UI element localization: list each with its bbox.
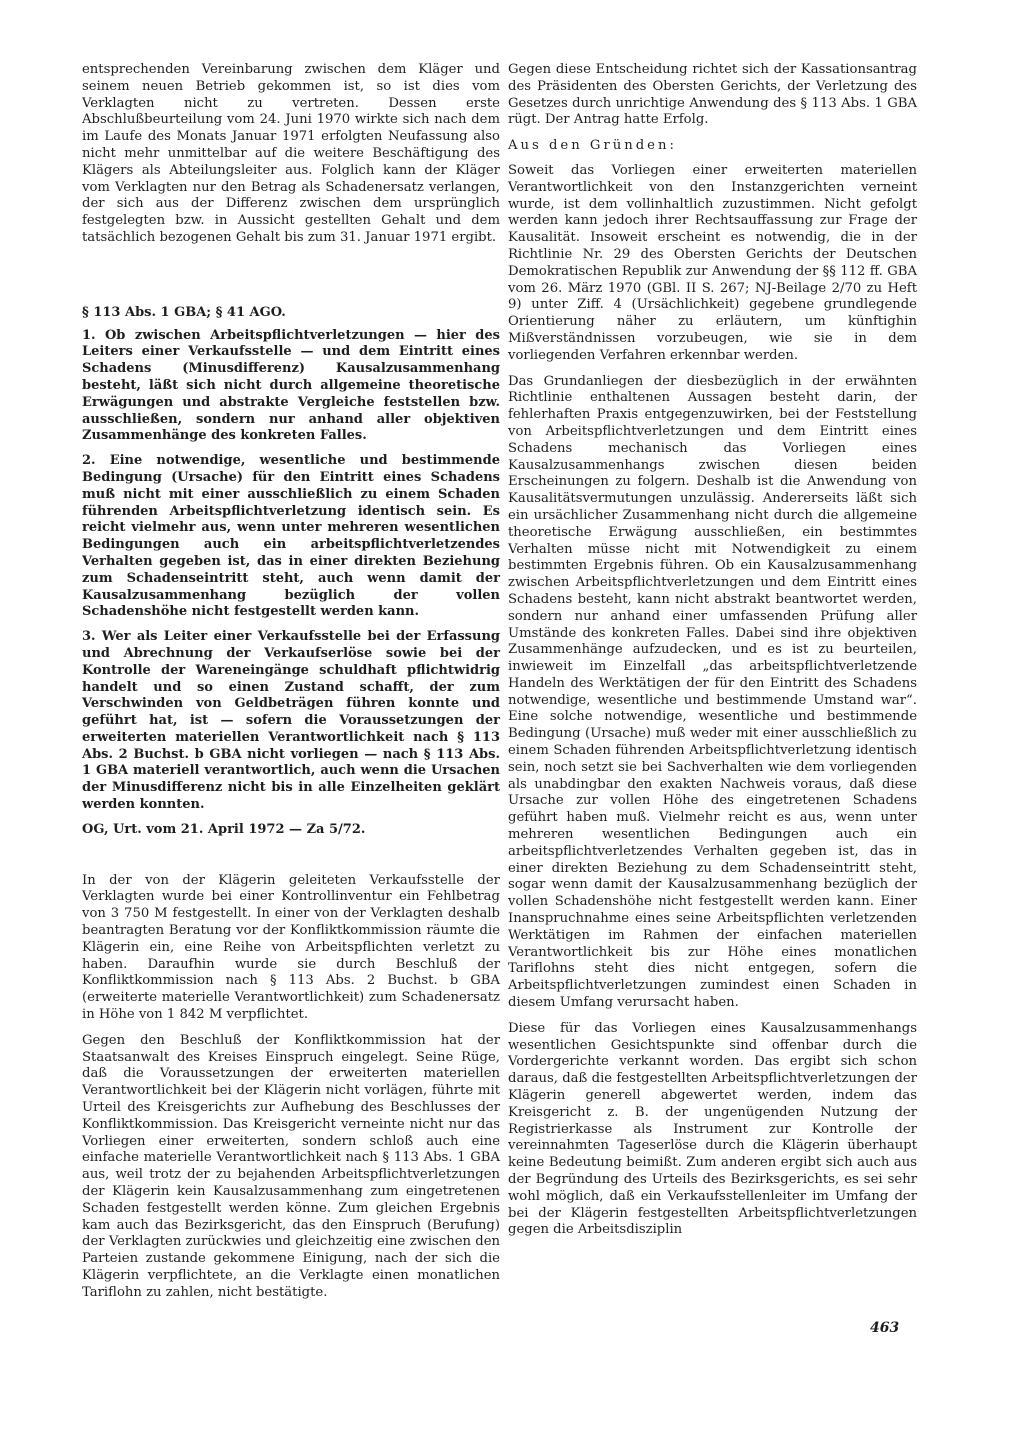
page-number: 463 <box>870 1320 900 1336</box>
grounds-paragraph-3: Diese für das Vorliegen eines Kausalzusammenhangs wesentlichen Gesichtspunkte sind offenbar durch die Vordergerichte verkannt worden. Das ergibt sich schon daraus, daß die festgestellten Arbeitspflichtverletzungen der Klägerin generell abgewertet werden, indem das Kreisgericht z. B. der ungenügenden Nutzung der Registrierkasse als Instrument zur Kontrolle der vereinnahmten Tageserlöse durch die Klägerin überhaupt keine Bedeutung beimißt. Zum anderen ergibt sich auch aus der Begründung des Urteils des Bezirksgerichts, es sei sehr wohl möglich, daß ein Verkaufsstellenleiter im Umfang der bei der Klägerin festgestellten Arbeitspflichtverletzungen gegen die Arbeitsdisziplin <box>508 1020 917 1238</box>
kassation-paragraph: Gegen diese Entscheidung richtet sich der Kassationsantrag des Präsidenten des Obersten Gerichts, der Verletzung des Gesetzes durch unrichtige Anwendung des § 113 Abs. 1 GBA rügt. Der Antrag hatte Erfolg. <box>508 62 917 128</box>
intro-paragraph: entsprechenden Vereinbarung zwischen dem Kläger und seinem neuen Betrieb gekommen ist, so ist dies vom Verklagten nicht zu vertreten. Dessen erste Abschlußbeurteilung vom 24. Juni 1970 wirkte sich nach dem im Laufe des Monats Januar 1971 erfolgten Neufassung also nicht mehr unmittelbar auf die weitere Beschäftigung des Klägers als Abteilungsleiter aus. Folglich kann der Kläger vom Verklagten nur den Betrag als Schadenersatz verlangen, der sich aus der Differenz zwischen dem ursprünglich festgelegten bzw. in Aussicht gestellten Gehalt und dem tatsächlich bezogenen Gehalt bis zum 31. Januar 1971 ergibt. <box>82 62 500 245</box>
leitsatz-1: 1. Ob zwischen Arbeitspflichtverletzungen — hier des Leiters einer Verkaufsstelle — und dem Eintritt eines Schadens (Minusdifferenz) Kausalzusammenhang besteht, läßt sich nicht durch allgemeine theoretische Erwägungen und abstrakte Vergleiche feststellen bzw. ausschließen, sondern nur anhand aller objektiven Zusammenhänge des konkreten Falles. <box>82 327 500 444</box>
facts-paragraph-2: Gegen den Beschluß der Konfliktkommission hat der Staatsanwalt des Kreises Einspruch eingelegt. Seine Rüge, daß die Voraussetzungen der erweiterten materiellen Verantwortlichkeit bei der Klägerin nicht vorlägen, führte mit Urteil des Kreisgerichts zur Aufhebung des Beschlusses der Konfliktkommission. Das Kreisgericht verneinte nicht nur das Vorliegen einer erweiterten, sondern schloß auch eine einfache materielle Verantwortlichkeit nach § 113 Abs. 1 GBA aus, weil trotz der zu bejahenden Arbeitspflichtverletzungen der Klägerin kein Kausalzusammenhang zum eingetretenen Schaden festgestellt werden könne. Zum gleichen Ergebnis kam auch das Bezirksgericht, das den Einspruch (Berufung) der Verklagten zurückwies und gleichzeitig eine zwischen den Parteien zustande gekommene Einigung, nach der sich die Klägerin verpflichtete, an die Verklagte einen monatlichen Tariflohn zu zahlen, nicht bestätigte. <box>82 1032 500 1300</box>
grounds-paragraph-2: Das Grundanliegen der diesbezüglich in der erwähnten Richtlinie enthaltenen Aussagen besteht darin, der fehlerhaften Praxis entgegenzuwirken, bei der Feststellung von Arbeitspflichtverletzungen und dem Eintritt eines Schadens mechanisch das Vorliegen eines Kausalzusammenhangs zwischen diesen beiden Erscheinungen zu folgern. Deshalb ist die Anwendung von Kausalitätsvermutungen unzulässig. Andererseits läßt sich ein ursächlicher Zusammenhang nicht durch die allgemeine theoretische Erwägung ausschließen, ein bestimmtes Verhalten müsse nicht mit Notwendigkeit zu einem bestimmten Ergebnis führen. Ob ein Kausalzusammenhang zwischen Arbeitspflichtverletzungen und dem Eintritt eines Schadens besteht, kann nicht abstrakt beantwortet werden, sondern nur anhand einer umfassenden Prüfung aller Umstände des konkreten Falles. Dabei sind ihre objektiven Zusammenhänge aufzudecken, und es ist zu beurteilen, inwieweit im Einzelfall „das arbeitspflichtverletzende Handeln des Werktätigen der für den Eintritt des Schadens notwendige, wesentliche und bestimmende Umstand war“. Eine solche notwendige, wesentliche und bestimmende Bedingung (Ursache) muß weder mit einer ausschließlich zu einem Schaden führenden Arbeitspflichtverletzung identisch sein, noch setzt sie bei Sachverhalten wie dem vorliegenden als unabdingbar den exakten Nachweis voraus, daß diese Ursache zur vollen Höhe des eingetretenen Schadens geführt haben muß. Vielmehr reicht es aus, wenn unter mehreren wesentlichen Bedingungen auch ein arbeitspflichtverletzendes Verhalten gegeben ist, das in einer direkten Beziehung zu dem Schadenseintritt steht, sogar wenn damit der Kausalzusammenhang bezüglich der vollen Schadenshöhe nicht festgestellt werden kann. Einer Inanspruchnahme eines seine Arbeitspflichten verletzenden Werktätigen im Rahmen der einfachen materiellen Verantwortlichkeit bis zur Höhe eines monatlichen Tariflohns steht dies nicht entgegen, sofern die Arbeitspflichtverletzungen zumindest einen Schaden in diesem Umfang verursacht haben. <box>508 373 917 1011</box>
grounds-heading: Aus den Gründen: <box>508 138 677 154</box>
right-column <box>508 62 917 1248</box>
section-heading: § 113 Abs. 1 GBA; § 41 AGO. <box>82 304 286 320</box>
facts-paragraph-1: In der von der Klägerin geleiteten Verkaufsstelle der Verklagten wurde bei einer Kontrollinventur ein Fehlbetrag von 3 750 M festgestellt. In einer von der Verklagten deshalb beantragten Beratung vor der Konfliktkommission räumte die Klägerin ein, eine Reihe von Arbeitspflichten verletzt zu haben. Daraufhin wurde sie durch Beschluß der Konfliktkommission nach § 113 Abs. 2 Buchst. b GBA (erweiterte materielle Verantwortlichkeit) zum Schadenersatz in Höhe von 1 842 M verpflichtet. <box>82 872 500 1023</box>
leitsatz-3: 3. Wer als Leiter einer Verkaufsstelle bei der Erfassung und Abrechnung der Verkaufserlöse sowie bei der Kontrolle der Wareneingänge schuldhaft pflichtwidrig handelt und so einen Zustand schafft, der zum Verschwinden von Geldbeträgen führen konnte und geführt hat, ist — sofern die Voraussetzungen der erweiterten materiellen Verantwortlichkeit nach § 113 Abs. 2 Buchst. b GBA nicht vorliegen — nach § 113 Abs. 1 GBA materiell verantwortlich, auch wenn die Ursachen der Minusdifferenz nicht bis in alle Einzelheiten geklärt werden konnten. <box>82 629 500 813</box>
grounds-paragraph-1: Soweit das Vorliegen einer erweiterten materiellen Verantwortlichkeit von den Instanzgerichten verneint wurde, ist dem vollinhaltlich zuzustimmen. Nicht gefolgt werden kann jedoch ihrer Rechtsauffassung zur Frage der Kausalität. Insoweit erscheint es notwendig, die in der Richtlinie Nr. 29 des Obersten Gerichts der Deutschen Demokratischen Republik zur Anwendung der §§ 112 ff. GBA vom 26. März 1970 (GBl. II S. 267; NJ-Beilage 2/70 zu Heft 9) unter Ziff. 4 (Ursächlichkeit) gegebene grundlegende Orientierung näher zu erläutern, um künftighin Mißverständnissen vorzubeugen, wie sie in dem vorliegenden Verfahren erkennbar werden. <box>508 162 917 363</box>
leitsatz-2: 2. Eine notwendige, wesentliche und bestimmende Bedingung (Ursache) für den Eintritt eines Schadens muß nicht mit einer ausschließlich zu einem Schaden führenden Arbeitspflichtverletzung identisch sein. Es reicht vielmehr aus, wenn unter mehreren wesentlichen Bedingungen auch ein arbeitspflichtverletzendes Verhalten gegeben ist, das in einer direkten Beziehung zum Schadenseintritt steht, auch wenn damit der Kausalzusammenhang bezüglich der vollen Schadenshöhe nicht festgestellt werden kann. <box>82 453 500 620</box>
left-column <box>82 62 500 1311</box>
court-citation: OG, Urt. vom 21. April 1972 — Za 5/72. <box>82 821 366 837</box>
